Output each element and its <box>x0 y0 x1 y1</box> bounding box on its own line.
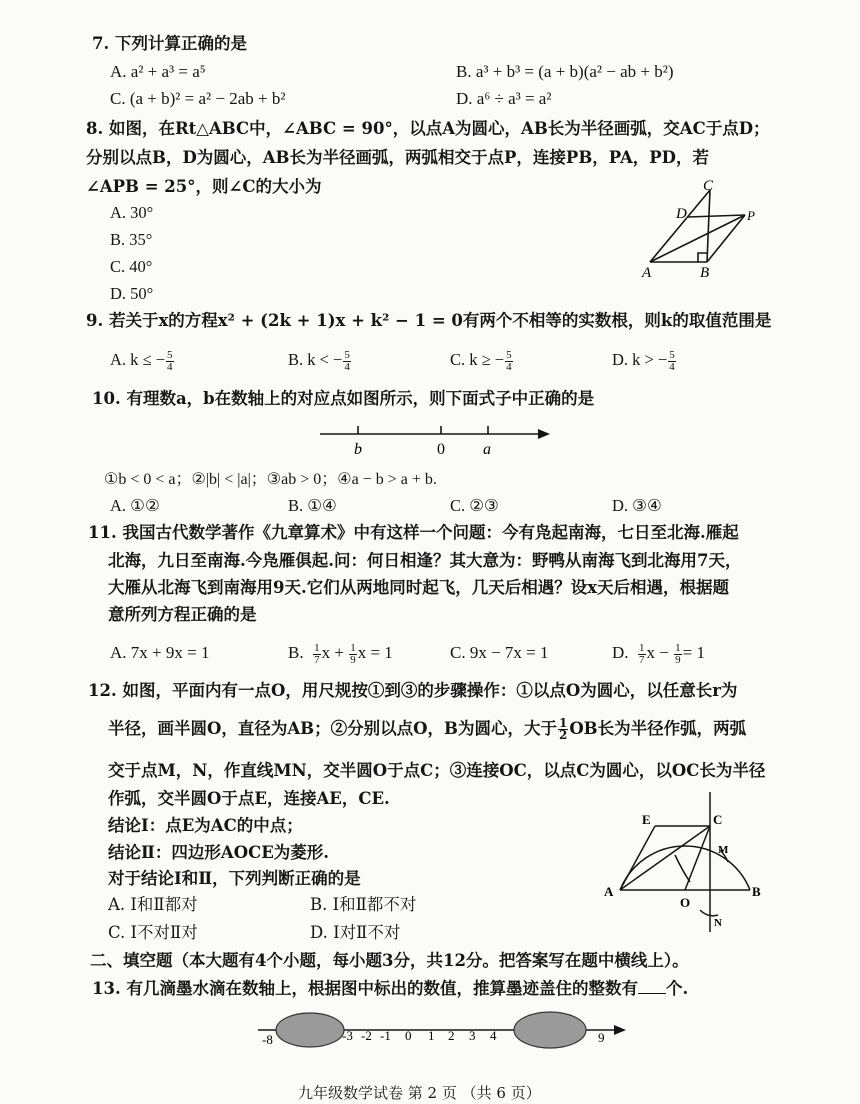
ink-blot-right <box>514 1012 586 1048</box>
q12-option-d: D. Ⅰ对Ⅱ不对 <box>310 923 401 942</box>
q13-num-2: 2 <box>448 1028 455 1043</box>
q12-label-c: C <box>713 812 723 827</box>
q13-num-minus3: -3 <box>342 1028 353 1043</box>
q9-option-a: A. k ≤ − $\frac{5}{4}$ <box>110 348 173 373</box>
q11-line-4: 意所列方程正确的是 <box>108 605 257 624</box>
q13-number-line <box>258 1010 638 1060</box>
q9-option-b: B. k < − $\frac{5}{4}$ <box>288 348 350 373</box>
q10-stem: 10. 有理数a，b在数轴上的对应点如图所示，则下面式子中正确的是 <box>92 389 595 408</box>
q12-question: 对于结论Ⅰ和Ⅱ，下列判断正确的是 <box>108 869 361 888</box>
q11-option-a: A. 7x + 9x = 1 <box>110 643 210 662</box>
q12-option-a: A. Ⅰ和Ⅱ都对 <box>108 895 198 914</box>
q13-num-4: 4 <box>490 1028 497 1043</box>
q12-line-2: 半径，画半圆O，直径为AB；②分别以点O，B为圆心，大于 $\frac{1}{2}$ OB长为半径作弧，两弧 <box>108 716 747 742</box>
q11-line-3: 大雁从北海飞到南海用9天.它们从两地同时起飞，几天后相遇？设x天后相遇，根据题 <box>108 578 730 597</box>
section-2-heading: 二、填空题（本大题有4个小题，每小题3分，共12分。把答案写在题中横线上）。 <box>90 951 689 970</box>
q8-option-d: D. 50° <box>110 284 154 303</box>
q12-option-b: B. Ⅰ和Ⅱ都不对 <box>310 895 417 914</box>
q10-axis-b: b <box>354 441 362 458</box>
q10-option-a: A. ①② <box>110 496 160 515</box>
q11-option-d: D. $\frac{1}{7}$ x − $\frac{1}{9}$ = 1 <box>612 641 705 666</box>
q7-option-d: D. a⁶ ÷ a³ = a² <box>456 89 552 108</box>
q13-num-minus8: -8 <box>262 1032 273 1047</box>
q8-option-b: B. 35° <box>110 230 153 249</box>
q12-label-m: M <box>718 844 729 856</box>
ink-blot-left <box>276 1013 344 1047</box>
q10-axis-a: a <box>483 441 491 458</box>
q12-conclusion-2: 结论Ⅱ：四边形AOCE为菱形. <box>108 843 330 862</box>
q11-line-1: 11. 我国古代数学著作《九章算术》中有这样一个问题：今有凫起南海，七日至北海.雁起 <box>88 523 739 542</box>
q12-conclusion-1: 结论Ⅰ：点E为AC的中点； <box>108 816 303 835</box>
q8-label-d: D <box>676 206 687 222</box>
q8-line-1: 8. 如图，在Rt△ABC中，∠ABC = 90°，以点A为圆心，AB长为半径画弧，交AC于点D； <box>86 119 770 138</box>
page-footer: 九年级数学试卷 第 2 页 （共 6 页） <box>298 1084 541 1102</box>
q13-num-0: 0 <box>405 1028 412 1043</box>
q12-label-b: B <box>752 884 761 899</box>
q8-option-a: A. 30° <box>110 203 154 222</box>
q7-option-b: B. a³ + b³ = (a + b)(a² − ab + b²) <box>456 62 674 81</box>
q8-figure <box>640 180 760 280</box>
q12-label-o: O <box>680 895 691 910</box>
q8-line-3: ∠APB = 25°，则∠C的大小为 <box>86 177 322 196</box>
q7-option-c: C. (a + b)² = a² − 2ab + b² <box>110 89 286 108</box>
q7-stem: 7. 下列计算正确的是 <box>92 34 247 53</box>
q13-stem: 13. 有几滴墨水滴在数轴上，根据图中标出的数值，推算墨迹盖住的整数有 个. <box>92 979 689 998</box>
q8-label-c: C <box>703 178 714 194</box>
q12-line-1: 12. 如图，平面内有一点O，用尺规按①到③的步骤操作：①以点O为圆心，以任意长r为 <box>88 681 738 700</box>
q10-axis-zero: 0 <box>437 441 445 458</box>
q10-number-line <box>318 420 558 460</box>
q10-option-c: C. ②③ <box>450 496 499 515</box>
q13-num-9: 9 <box>598 1030 605 1045</box>
q8-option-c: C. 40° <box>110 257 153 276</box>
q13-num-minus2: -2 <box>361 1028 372 1043</box>
q13-num-minus1: -1 <box>380 1028 391 1043</box>
q12-line-3: 交于点M，N，作直线MN，交半圆O于点C；③连接OC，以点C为圆心，以OC长为半径 <box>108 761 766 780</box>
q12-option-c: C. Ⅰ不对Ⅱ对 <box>108 923 198 942</box>
q12-label-n: N <box>714 917 722 929</box>
q13-num-3: 3 <box>469 1028 476 1043</box>
q9-option-d: D. k > − $\frac{5}{4}$ <box>612 348 675 373</box>
q12-figure <box>600 790 770 940</box>
q12-label-a: A <box>604 884 614 899</box>
q13-num-1: 1 <box>428 1028 435 1043</box>
q8-label-a: A <box>642 265 652 281</box>
q10-statements: ①b < 0 < a；②|b| < |a|；③ab > 0；④a − b > a + b. <box>104 471 437 488</box>
q12-label-e: E <box>642 812 651 827</box>
q11-line-2: 北海，九日至南海.今凫雁俱起.问：何日相逢？其大意为：野鸭从南海飞到北海用7天， <box>108 551 742 570</box>
q10-option-d: D. ③④ <box>612 496 662 515</box>
q11-option-b: B. $\frac{1}{7}$ x + $\frac{1}{9}$ x = 1 <box>288 641 393 666</box>
q9-option-c: C. k ≥ − $\frac{5}{4}$ <box>450 348 512 373</box>
q12-line-4: 作弧，交半圆O于点E，连接AE，CE. <box>108 789 390 808</box>
q8-line-2: 分别以点B，D为圆心，AB长为半径画弧，两弧相交于点P，连接PB，PA，PD，若 <box>86 148 709 167</box>
q8-label-b: B <box>700 265 710 281</box>
q7-option-a: A. a² + a³ = a⁵ <box>110 62 206 81</box>
q9-stem: 9. 若关于x的方程x² + (2k + 1)x + k² − 1 = 0有两个不相等的实数根，则k的取值范围是 <box>86 311 772 330</box>
q8-label-p: P <box>747 208 755 223</box>
q10-option-b: B. ①④ <box>288 496 337 515</box>
q11-option-c: C. 9x − 7x = 1 <box>450 643 549 662</box>
